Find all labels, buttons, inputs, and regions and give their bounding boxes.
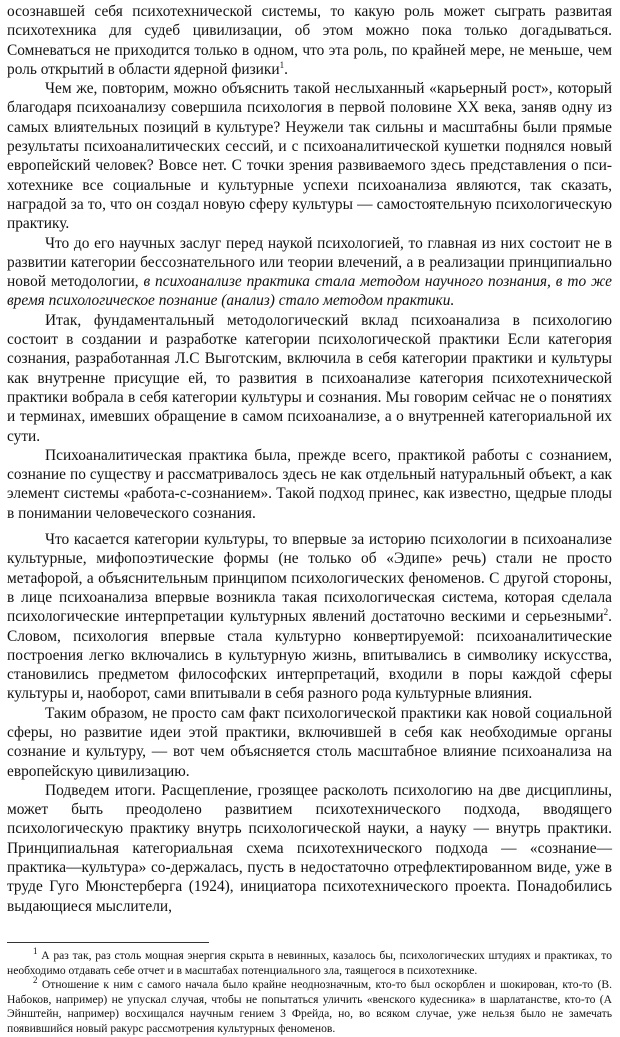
paragraph-1-text: осознавшей себя психотехнической системы, то какую роль может сыграть развитая психотехника для судеб цивилизации, об этом можно пока только догадываться. Сомневаться не приходится только в одном, что эта роль, по крайней мере, не меньше, чем роль открытий в области ядерной физики [7, 3, 612, 78]
paragraph-3-text: Что до его научных заслуг перед наукой психологией, то главная из них состоит не в развитии категории бессознательного или теории влечений, а в реализации принципиально новой методологии, [7, 234, 612, 291]
paragraph-7: Таким образом, не просто сам факт психологической практики как новой социальной сферы, но развитие идеи этой практики, включившей в себя как необходимые органы сознание и культуру, — вот чем объясняется столь масштабное влияние психоанализа на европейскую цивилизацию. [7, 704, 612, 780]
footnote-2-text: Отношение к ним с самого начала было крайне неоднозначным, кто-то был оскорблен и шокирован, кто-то (В. Набоков, например) не упускал случая, чтобы не попытаться уличить «венского кудесника» в шарлатанстве, кто-то (А Эйнштейн, например) восхищался научным гением 3 Фрейда, но, во всяком случае, уже нельзя было не замечать появившийся новый ракурс рассмотрения культурных феноменов. [7, 978, 612, 1035]
footnote-divider [7, 942, 209, 943]
footnotes [7, 946, 612, 1037]
paragraph-5: Психоаналитическая практика была, прежде всего, практикой работы с сознанием, сознание по существу и рассматривалось здесь не как отдельный натуральный объект, а как элемент системы «работа-с-сознанием». Такой подход принес, как известно, щедрые плоды в понимании человеческого сознания. [7, 446, 612, 522]
footnote-2-number: 2 [33, 975, 38, 986]
footnote-1-number: 1 [33, 946, 38, 957]
paragraph-1 [7, 2, 612, 79]
paragraph-4: Итак, фундаментальный методологический вклад психоанализа в психологию состоит в создании и разработке категории психологической практики Если категория сознания, разработанная Л.С Выготским, включила в себя категории практики и культуры как внутренне присущие ей, то развития в психоанализе категория психотехнической практики вобрала в себя категории культуры и сознания. Мы говорим сейчас не о понятиях и терминах, имевших обращение в самом психоанализе, а о внутренней категориальной их сути. [7, 311, 612, 445]
footnote-2 [7, 975, 612, 1036]
footnote-ref-1[interactable]: 1 [279, 59, 285, 70]
footnote-1 [7, 946, 612, 978]
paragraph-1-tail: . [284, 60, 288, 78]
paragraph-3-emphasis: в психоанализе практика стала методом научного познания, в то же время психологическое познание (анализ) стало методом практики. [7, 273, 612, 310]
paragraph-8: Подведем итоги. Расщепление, грозящее расколоть психологию на две дисциплины, может быть преодолено развитием психотехнического подхода, вводящего психологическую практику внутрь психологической науки, а науку — внутрь практики. Принципиальная категориальная схема психотехнического подхода — «сознание—практика—культура» со-держалась, пусть в недостаточно отрефлектированном виде, уже в труде Гуго Мюнстерберга (1924), инициатора психотехнического проекта. Понадобились выдающиеся мыслители, [7, 781, 612, 915]
paragraph-6-text: Что касается категории культуры, то впервые за историю психологии в психоанализе культурные, мифопоэтические формы (не только об «Эдипе» речь) стали не просто метафорой, а объяснительным принципом психологических феноменов. С другой стороны, в лице психоанализа впервые возникла такая психологическая система, которая сделала психологические интерпретации культурных явлений достаточно вескими и серьезными [7, 531, 612, 626]
main-text [7, 2, 612, 916]
paragraph-2: Чем же, повторим, можно объяснить такой неслыханный «карьерный рост», который благодаря психоанализу совершила психология в первой половине XX века, заняв одну из самых влиятельных позиций в культуре? Неужели так сильны и масштабны были прямые результаты психоаналитических сессий, и с психоаналитической кушетки поднялся новый европейский человек? Вовсе нет. С точки зрения развиваемого здесь представления о пси-хотехнике все социальные и культурные успехи психоанализа являются, так сказать, наградой за то, что он создал новую сферу культуры — самостоятельную психологическую практику. [7, 80, 612, 233]
paragraph-6 [7, 530, 612, 704]
footnote-1-text: А раз так, раз столь мощная энергия скрыта в невинных, казалось бы, психологических штудиях и практиках, то необходимо отдавать себе отчет и в масштабах потенциального зла, таящегося в психотехнике. [7, 948, 612, 977]
paragraph-3 [7, 234, 612, 311]
footnote-ref-2[interactable]: 2 [603, 607, 609, 618]
paragraph-6-tail: . Словом, психология впервые стала культурно конвертируемой: психоаналитические построения легко включались в культурную жизнь, впитывались в символику искусства, становились предметом философских интерпретаций, входили в поры каждой сферы культуры и, наоборот, сами впитывали в себя разного рода культурные влияния. [7, 608, 612, 703]
